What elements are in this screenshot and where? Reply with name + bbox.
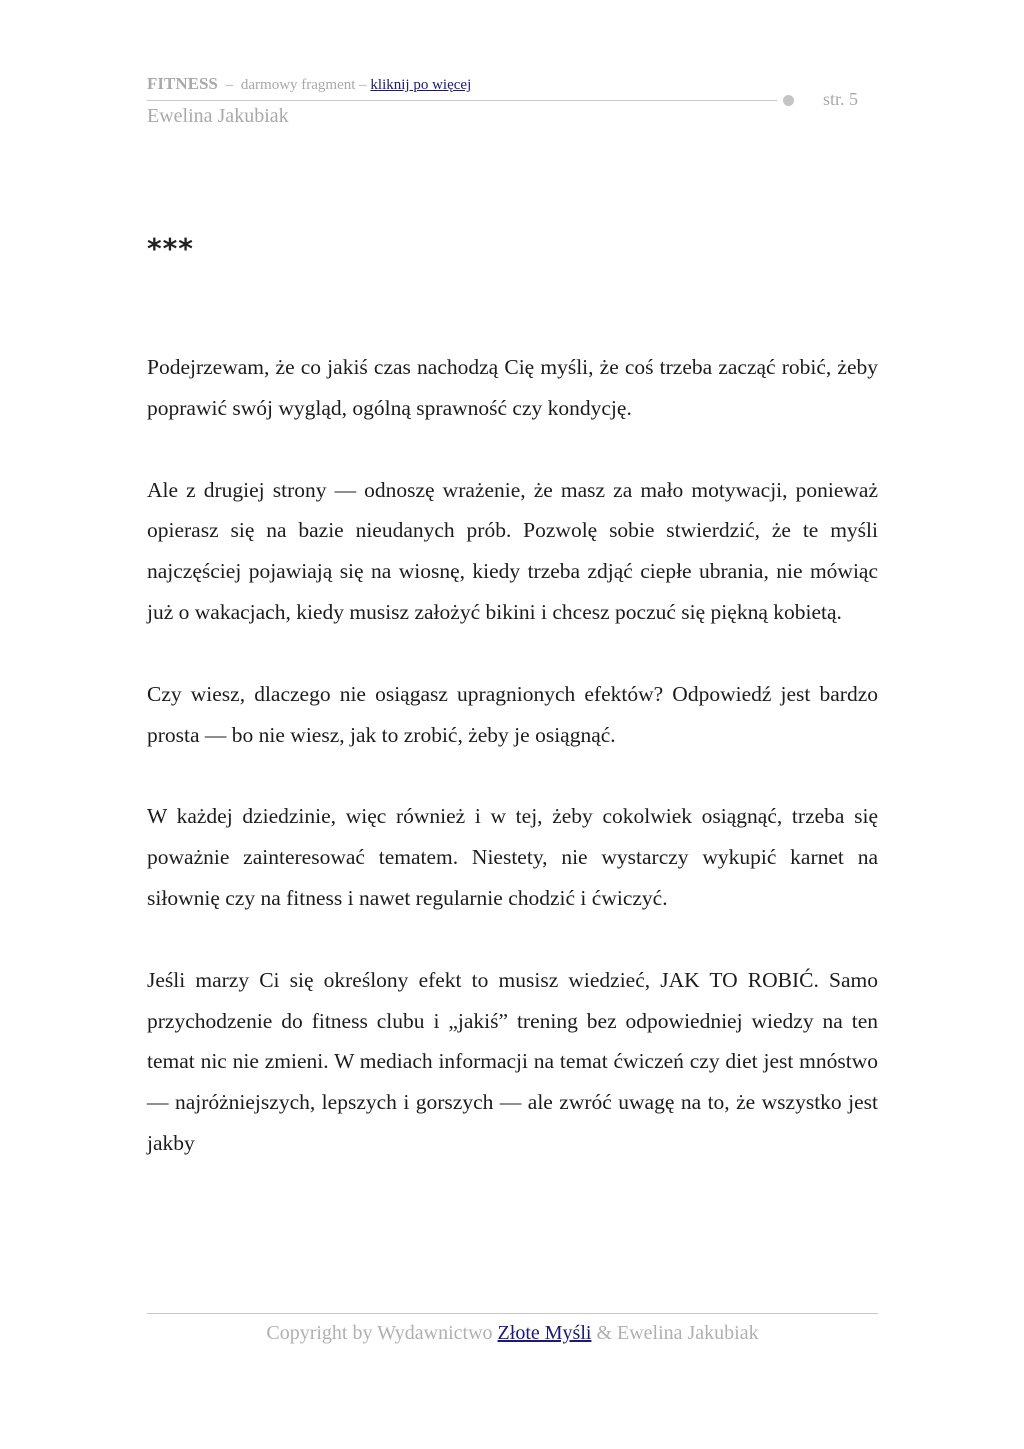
header-author: Ewelina Jakubiak — [147, 105, 289, 127]
more-link[interactable]: kliknij po więcej — [370, 77, 472, 93]
book-title: FITNESS — [147, 74, 218, 93]
paragraph: Ale z drugiej strony — odnoszę wrażenie, że masz za mało motywacji, ponieważ opierasz się na bazie nieudanych prób. Pozwolę sobie stwierdzić, że te myśli najczęściej pojawiają się na wiosnę, kiedy trzeba zdjąć ciepłe ubrania, nie mówiąc już o wakacjach, kiedy musisz założyć bikini i chcesz poczuć się piękną kobietą. — [147, 477, 878, 624]
copyright-prefix: Copyright by Wydawnictwo — [266, 1322, 493, 1344]
paragraph: Podejrzewam, że co jakiś czas nachodzą Cię myśli, że coś trzeba zacząć robić, żeby poprawić swój wygląd, ogólną sprawność czy kondycję. — [147, 355, 878, 420]
copyright-suffix: & Ewelina Jakubiak — [596, 1322, 759, 1344]
footer-divider — [147, 1313, 878, 1314]
paragraph: Jeśli marzy Ci się określony efekt to musisz wiedzieć, JAK TO ROBIĆ. Samo przychodzenie do fitness clubu i „jakiś” trening bez odpowiedniej wiedzy na ten temat nic nie zmieni. W mediach informacji na temat ćwiczeń czy diet jest mnóstwo — najróżniejszych, lepszych i gorszych — ale zwróć uwagę na to, że wszystko jest jakby — [147, 967, 878, 1155]
page-footer — [147, 1322, 878, 1345]
paragraph: Czy wiesz, dlaczego nie osiągasz upragnionych efektów? Odpowiedź jest bardzo prosta — bo nie wiesz, jak to zrobić, żeby je osiągnąć. — [147, 681, 878, 747]
page-number: str. 5 — [823, 89, 859, 109]
publisher-link[interactable]: Złote Myśli — [497, 1322, 592, 1344]
fragment-label: darmowy fragment – — [240, 77, 367, 93]
section-separator: *** — [147, 232, 194, 265]
paragraph: W każdej dziedzinie, więc również i w tej, żeby cokolwiek osiągnąć, trzeba się poważnie zainteresować tematem. Niestety, nie wystarczy wykupić karnet na siłownię czy na fitness i nawet regularnie chodzić i ćwiczyć. — [147, 804, 878, 910]
header-divider — [147, 100, 777, 101]
title-separator: – — [225, 77, 234, 93]
page-header — [147, 74, 877, 134]
bullet-icon — [783, 95, 794, 106]
body-text — [147, 347, 878, 1205]
header-title-line — [147, 74, 471, 94]
